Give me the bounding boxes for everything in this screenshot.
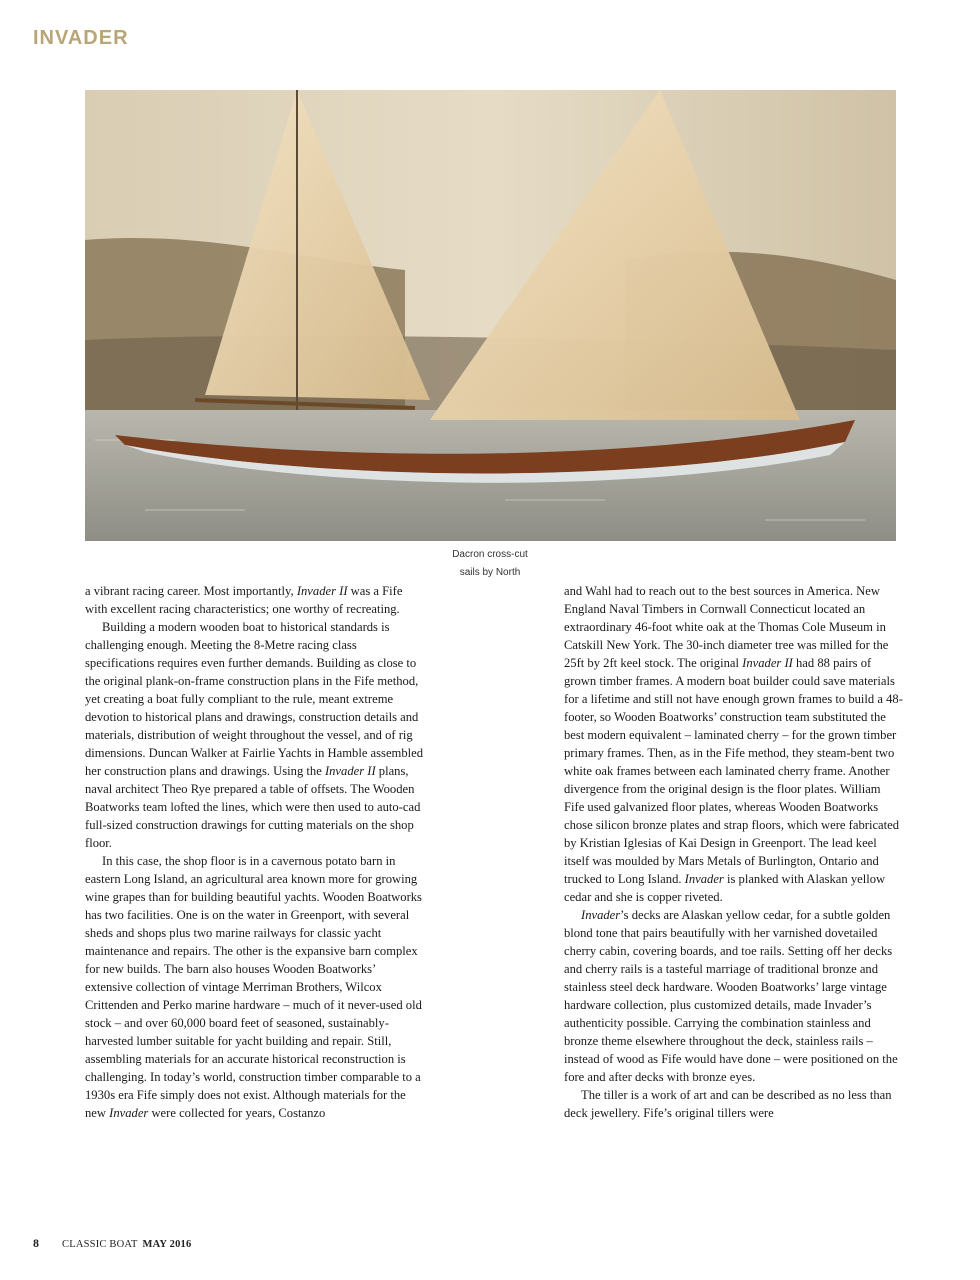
article-paragraph: and Wahl had to reach out to the best sources in America. New England Naval Timbers in Cornwall Connecticut located an extraordinary 46-foot white oak at the Thomas Cole Museum in Catskill New York. The 30-inch diameter tree was milled for the 25ft by 2ft keel stock. The original Invader II had 88 pairs of grown timber frames. A modern boat builder could save materials for a lifetime and still not have enough grown frames to build a 48-footer, so Wooden Boatworks’ construction team substituted the best modern equivalent – laminated cherry – for the grown timber primary frames. Then, as in the Fife method, they steam-bent two white oak frames between each laminated cherry frame. Another divergence from the original design is the floor plates. William Fife used galvanized floor plates, whereas Wooden Boatworks chose silicon bronze plates and strap floors, which were fabricated by Kristian Iglesias of Kai Design in Greenport. The lead keel itself was moulded by Mars Metals of Burlington, Ontario and trucked to Long Island. Invader is planked with Alaskan yellow cedar and she is copper riveted. — [564, 584, 903, 904]
publication-name: CLASSIC BOAT — [62, 1239, 138, 1250]
article-column-right — [564, 582, 904, 1122]
caption-line: sails by North — [459, 567, 521, 578]
section-label: INVADER — [33, 27, 129, 49]
caption-line: Dacron cross-cut — [452, 549, 528, 560]
page-number: 8 — [33, 1236, 40, 1250]
article-paragraph: In this case, the shop floor is in a cavernous potato barn in eastern Long Island, an agricultural area known more for growing wine grapes than for building beautiful yachts. Wooden Boatworks has two facilities. One is on the water in Greenport, with several sheds and shops plus two marine railways for classic yacht maintenance and repairs. The other is the expansive barn complex for new builds. The barn also houses Wooden Boatworks’ extensive collection of vintage Merriman Brothers, Wilcox Crittenden and Perko marine hardware – much of it never-used old stock – and over 60,000 board feet of seasoned, sustainably-harvested lumber suitable for yacht building and repair. Still, assembling materials for an accurate historical reconstruction is challenging. In today’s world, construction timber comparable to a 1930s era Fife simply does not exist. Although materials for the new Invader were collected for years, Costanzo — [85, 854, 422, 1120]
article-paragraph: Invader’s decks are Alaskan yellow cedar, for a subtle golden blond tone that pairs beautifully with her varnished dovetailed cherry cabin, covering boards, and toe rails. Setting off her decks and cherry rails is a tasteful marriage of traditional bronze and stainless steel deck hardware. Wooden Boatworks’ large vintage hardware collection, plus customized details, made Invader’s authenticity possible. Carrying the combination stainless and bronze theme elsewhere throughout the deck, stainless rails – instead of wood as Fife would have done – were positioned on the fore and after decks with bronze eyes. — [564, 908, 898, 1084]
article-paragraph: a vibrant racing career. Most importantly, Invader II was a Fife with excellent racing characteristics; one worthy of recreating. — [85, 584, 403, 616]
article-paragraph: The tiller is a work of art and can be described as no less than deck jewellery. Fife’s original tillers were — [564, 1088, 892, 1120]
page-footer — [33, 1236, 191, 1251]
article-paragraph: Building a modern wooden boat to historical standards is challenging enough. Meeting the 8-Metre racing class specifications requires even further demands. Building as close to the original plank-on-frame construction plans in the Fife method, yet creating a boat fully compliant to the rule, meant extreme devotion to historical plans and drawings, construction details and materials, distribution of weight throughout the vessel, and of rig dimensions. Duncan Walker at Fairlie Yachts in Hamble assembled her construction plans and drawings. Using the Invader II plans, naval architect Theo Rye prepared a table of offsets. The Wooden Boatworks team lofted the lines, which were then used to auto-cad full-sized construction drawings for cutting materials on the shop floor. — [85, 620, 424, 850]
article-column-left — [85, 582, 425, 1122]
photo-caption — [430, 546, 550, 582]
sailboat-photo — [85, 90, 896, 541]
issue-date: MAY 2016 — [142, 1239, 192, 1250]
